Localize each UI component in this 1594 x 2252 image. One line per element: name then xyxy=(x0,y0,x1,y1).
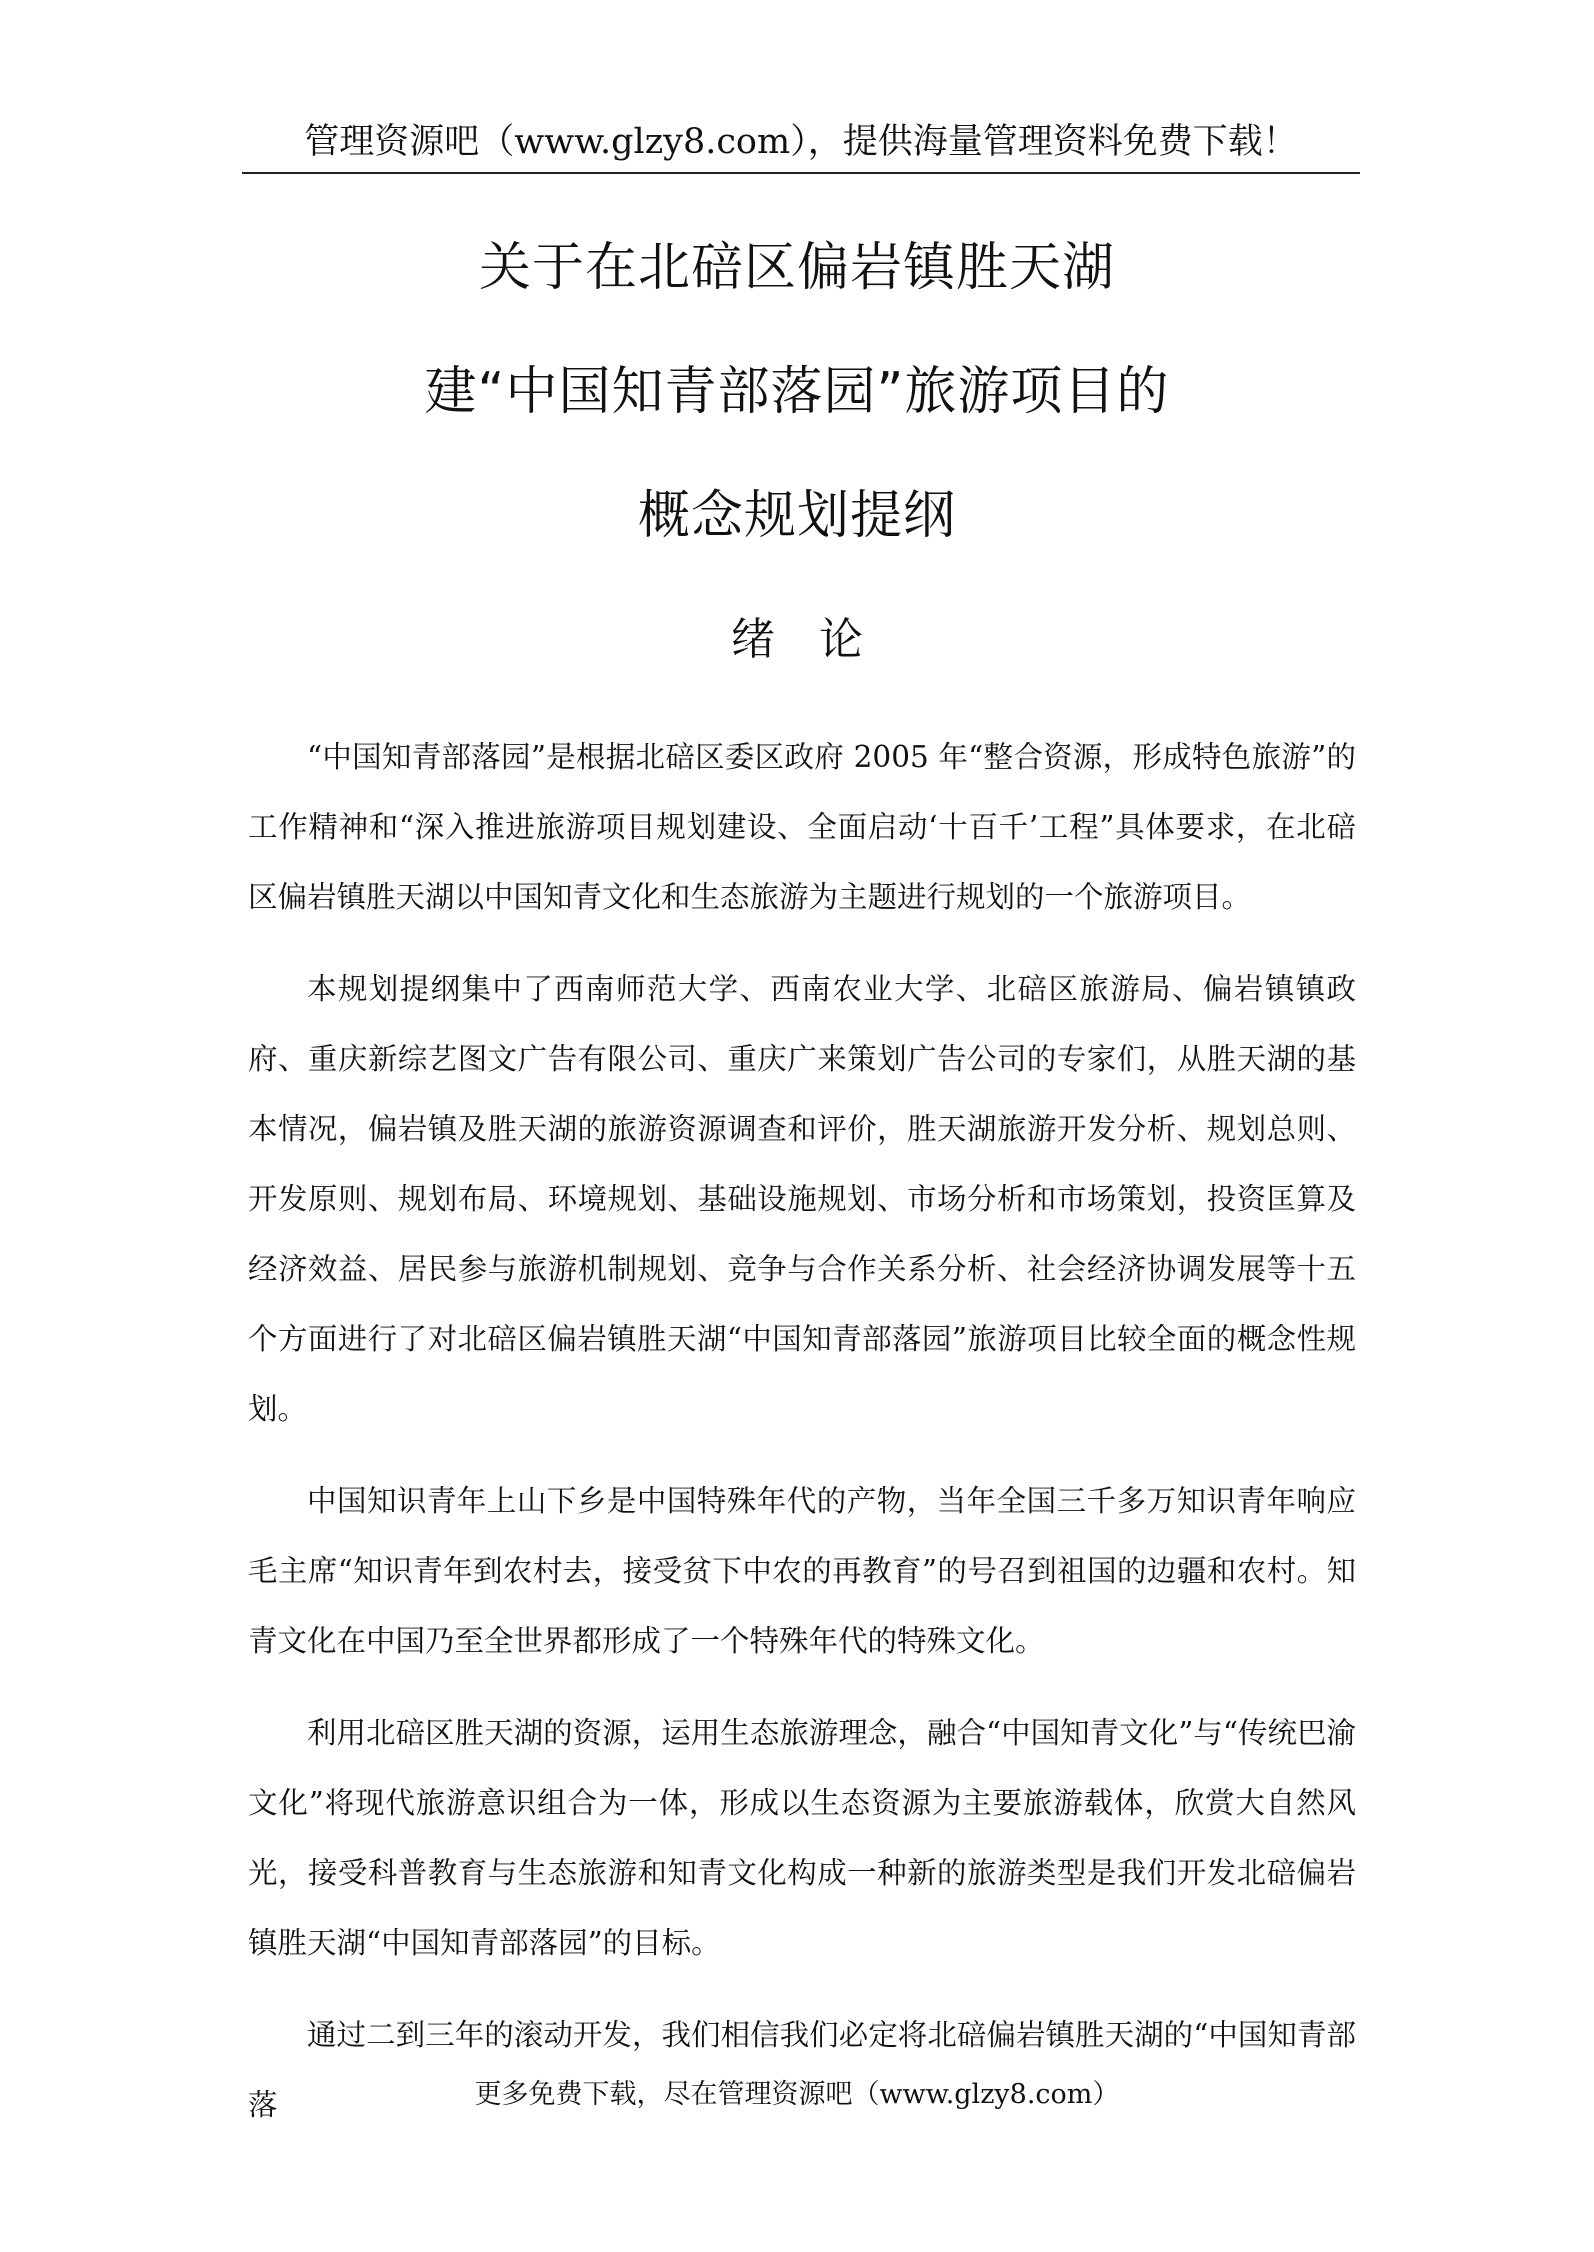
body-paragraph-4: 利用北碚区胜天湖的资源，运用生态旅游理念，融合“中国知青文化”与“传统巴渝文化”将现代旅游意识组合为一体，形成以生态资源为主要旅游载体，欣赏大自然风光，接受科普教育与生态旅游和知青文化构成一种新的旅游类型是我们开发北碚偏岩镇胜天湖“中国知青部落园”的目标。 xyxy=(248,1716,1356,1960)
body-paragraph-1: “中国知青部落园”是根据北碚区委区政府 2005 年“整合资源，形成特色旅游”的工作精神和“深入推进旅游项目规划建设、全面启动‘十百千’工程”具体要求，在北碚区偏岩镇胜天湖以中国知青文化和生态旅游为主题进行规划的一个旅游项目。 xyxy=(248,740,1356,914)
header-divider xyxy=(242,172,1360,174)
document-title-line-1: 关于在北碚区偏岩镇胜天湖 xyxy=(478,238,1115,298)
page-header: 管理资源吧（www.glzy8.com），提供海量管理资料免费下载！ xyxy=(304,122,1298,162)
document-title-line-2: 建“中国知青部落园”旅游项目的 xyxy=(424,362,1170,422)
document-body xyxy=(248,722,1356,2162)
section-heading-introduction: 绪论 xyxy=(731,614,907,665)
body-paragraph-5: 通过二到三年的滚动开发，我们相信我们必定将北碚偏岩镇胜天湖的“中国知青部落 xyxy=(248,2018,1356,2122)
body-paragraph-3: 中国知识青年上山下乡是中国特殊年代的产物，当年全国三千多万知识青年响应毛主席“知识青年到农村去，接受贫下中农的再教育”的号召到祖国的边疆和农村。知青文化在中国乃至全世界都形成了一个特殊年代的特殊文化。 xyxy=(248,1484,1356,1658)
page-footer: 更多免费下载，尽在管理资源吧（www.glzy8.com） xyxy=(474,2079,1120,2110)
body-paragraph-2: 本规划提纲集中了西南师范大学、西南农业大学、北碚区旅游局、偏岩镇镇政府、重庆新综艺图文广告有限公司、重庆广来策划广告公司的专家们，从胜天湖的基本情况，偏岩镇及胜天湖的旅游资源调查和评价，胜天湖旅游开发分析、规划总则、开发原则、规划布局、环境规划、基础设施规划、市场分析和市场策划，投资匡算及经济效益、居民参与旅游机制规划、竞争与合作关系分析、社会经济协调发展等十五个方面进行了对北碚区偏岩镇胜天湖“中国知青部落园”旅游项目比较全面的概念性规划。 xyxy=(248,972,1356,1426)
document-title-line-3: 概念规划提纲 xyxy=(637,486,956,546)
